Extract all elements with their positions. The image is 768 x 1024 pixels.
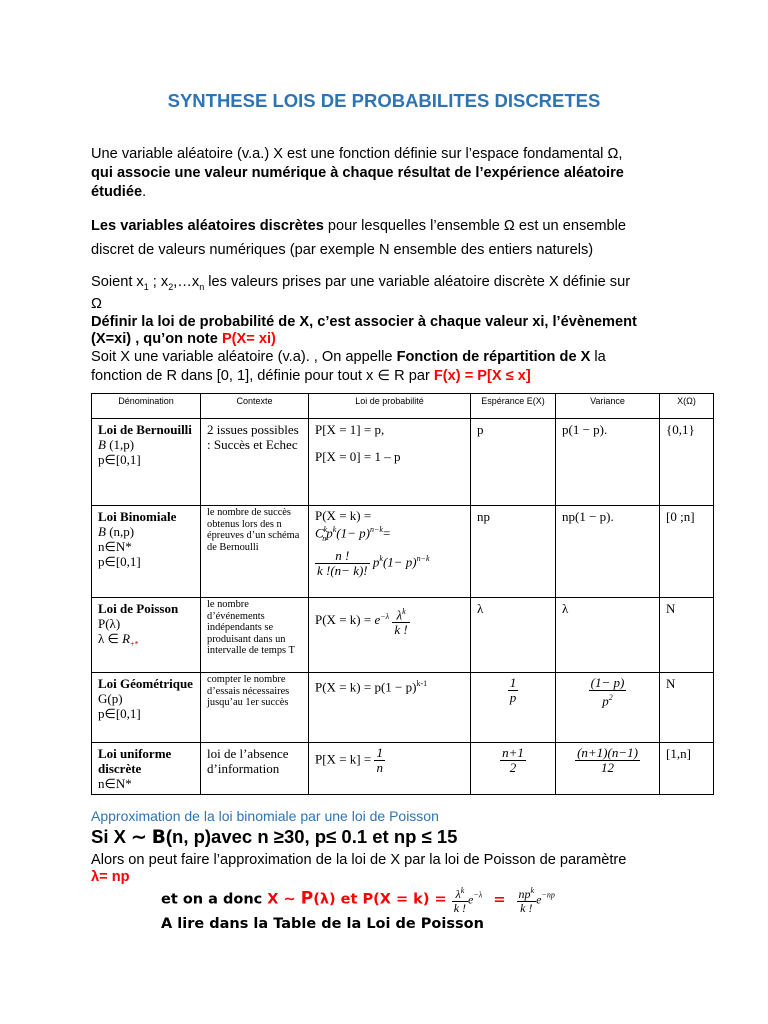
fraction-numerator: n+1 <box>502 745 524 760</box>
law-formula-1: P(X = k) = <box>315 508 372 523</box>
probability-laws-table <box>91 393 714 795</box>
cell-variance <box>556 673 660 743</box>
soient-text-a: Soient x <box>91 274 144 290</box>
law-e-sup: −λ <box>380 611 390 621</box>
condition-text-c: (n, p)avec n ≥30, p≤ 0.1 et np ≤ 15 <box>165 826 458 847</box>
table-row <box>92 419 714 506</box>
definition-red: P(X= xi) <box>221 331 276 348</box>
binomial-fraction <box>315 549 370 578</box>
law-domain: λ ∈ <box>98 631 123 646</box>
formula-red-3: (λ) et P(X = k) = <box>313 891 447 908</box>
law-domain-r: R <box>122 631 131 646</box>
fraction-numerator-sup: k <box>402 607 406 616</box>
intro-line-3: étudiée <box>91 184 143 200</box>
law-formula-2: P[X = 0] = 1 – p <box>315 449 401 464</box>
cell-law <box>309 673 471 743</box>
fraction-denominator: 12 <box>601 760 614 775</box>
law-name: Loi uniforme discrète <box>98 746 172 776</box>
condition-text-a: Si X ∼ <box>91 826 152 847</box>
poisson-approx-fraction-1 <box>452 884 468 915</box>
intro-line-1: Une variable aléatoire (v.a.) X est une fonction définie sur l’espace fondamental Ω, <box>91 146 623 162</box>
header-denomination: Dénomination <box>92 394 201 419</box>
law-domain: p∈[0,1] <box>98 706 141 721</box>
table-header-row <box>92 394 714 419</box>
soient-text-c: ,…x <box>173 274 200 290</box>
fraction-numerator: (n+1)(n−1) <box>577 745 638 760</box>
formula-intro: et on a donc <box>161 891 268 908</box>
repartition-bold: Fonction de répartition de X <box>396 348 591 365</box>
cell-denomination <box>92 673 201 743</box>
law-mid: (1− p) <box>336 525 370 541</box>
header-omega: X(Ω) <box>660 394 714 419</box>
cell-esperance: np <box>471 506 556 598</box>
soient-sub-n: n <box>199 281 205 292</box>
comb-sub: n <box>322 533 327 543</box>
law-p-sup: k <box>379 554 383 564</box>
cell-esperance <box>471 743 556 795</box>
law-mid-sup: n−k <box>416 554 430 564</box>
law-eq: = <box>382 525 391 541</box>
fraction-denominator: k ! <box>520 901 533 915</box>
fraction-numerator-sup: k <box>460 886 465 895</box>
law-formula-2 <box>315 523 464 546</box>
lambda-equals-np: λ= np <box>91 869 130 885</box>
cell-omega: [0 ;n] <box>660 506 714 598</box>
cell-denomination <box>92 506 201 598</box>
formula-e-sup: −λ <box>473 890 483 900</box>
approximation-paragraph <box>91 851 691 885</box>
fraction-denominator: p <box>602 693 609 709</box>
fraction-numerator: np <box>518 887 531 901</box>
law-name: Loi de Poisson <box>98 601 179 616</box>
variance-fraction <box>589 676 627 708</box>
table-row <box>92 506 714 598</box>
page-title: SYNTHESE LOIS DE PROBABILITES DISCRETES <box>167 90 601 111</box>
repartition-line-2: fonction de R dans [0, 1], définie pour tout x ∈ R par <box>91 368 434 385</box>
cell-variance: λ <box>556 598 660 673</box>
cell-law <box>309 506 471 598</box>
fraction-denominator: 2 <box>509 760 517 775</box>
law-formula: P[X = k] = <box>315 751 375 767</box>
law-domain: n∈N* <box>98 539 132 554</box>
cell-context: le nombre d’événements indépendants se produisant dans un intervalle de temps T <box>201 598 309 673</box>
fraction-numerator: (1− p) <box>590 675 625 690</box>
comb-sup: k <box>323 525 328 534</box>
fraction-denominator: p <box>509 690 517 705</box>
law-param: (n,p) <box>105 524 135 539</box>
fraction-numerator: n ! <box>315 549 370 564</box>
formula-equals: = <box>493 891 506 908</box>
law-mid: (1− p) <box>382 554 417 570</box>
header-loi: Loi de probabilité <box>309 394 471 419</box>
cell-law <box>309 419 471 506</box>
law-name: Loi Binomiale <box>98 509 177 524</box>
intro-paragraph <box>91 145 691 202</box>
fraction-denominator: k !(n− k)! <box>317 562 368 578</box>
repartition-text-b: la <box>590 348 606 365</box>
poisson-fraction <box>392 605 409 637</box>
uniform-fraction <box>374 746 385 775</box>
esperance-fraction <box>508 676 519 705</box>
variance-fraction <box>575 746 640 775</box>
soient-text-d: les valeurs prises par une variable aléatoire discrète X définie sur <box>204 274 631 290</box>
fraction-numerator: 1 <box>509 675 517 690</box>
formula-red-1: X ∼ <box>267 891 301 908</box>
law-formula-sup: k-1 <box>416 679 428 688</box>
soient-sub-1: 1 <box>143 281 149 292</box>
table-row <box>92 743 714 795</box>
fraction-denominator: n <box>376 760 383 775</box>
fraction-numerator: 1 <box>376 745 383 760</box>
discrete-bold: Les variables aléatoires discrètes <box>91 218 324 234</box>
law-formula: P(X = k) = p(1 − p) <box>315 679 417 695</box>
repartition-red: F(x) = P[X ≤ x] <box>433 368 531 385</box>
law-name: Loi de Bernouilli <box>98 422 192 437</box>
cell-omega: [1,n] <box>660 743 714 795</box>
cell-denomination <box>92 598 201 673</box>
cell-variance: p(1 − p). <box>556 419 660 506</box>
poisson-approx-fraction-2 <box>517 884 537 915</box>
definition-bold-1: Définir la loi de probabilité de X, c’est associer à chaque valeur xi, l’évènement <box>91 313 637 330</box>
fraction-numerator: λ <box>396 607 403 623</box>
intro-line-2: qui associe une valeur numérique à chaque résultat de l’expérience aléatoire <box>91 165 624 181</box>
law-formula-3 <box>315 549 464 578</box>
fraction-denominator: k ! <box>453 901 467 915</box>
law-domain: p∈[0,1] <box>98 554 141 569</box>
law-e: e <box>374 612 381 628</box>
approximation-heading: Approximation de la loi binomiale par une loi de Poisson <box>91 808 439 824</box>
intro-line-3-end: . <box>142 184 147 200</box>
header-variance: Variance <box>556 394 660 419</box>
formula-red-p: P <box>300 888 314 909</box>
cell-esperance: λ <box>471 598 556 673</box>
law-param: P(λ) <box>98 616 121 631</box>
approximation-formula <box>161 884 555 915</box>
law-p-sup: k <box>332 525 337 534</box>
law-p: p <box>372 554 380 570</box>
fraction-numerator-sup: k <box>530 886 535 895</box>
cell-context: loi de l’absence d’information <box>201 743 309 795</box>
soient-omega: Ω <box>91 296 102 313</box>
cell-context: 2 issues possibles : Succès et Echec <box>201 419 309 506</box>
discrete-line-2: discret de valeurs numériques (par exemple N ensemble des entiers naturels) <box>91 242 594 258</box>
law-notation: B <box>98 524 106 539</box>
law-p: p <box>326 525 333 541</box>
approximation-condition <box>91 826 457 848</box>
law-notation: B <box>98 437 106 452</box>
law-name: Loi Géométrique <box>98 676 193 691</box>
law-param: (1,p) <box>105 437 135 452</box>
formula-e: e <box>468 892 474 907</box>
cell-omega: N <box>660 598 714 673</box>
fraction-numerator: λ <box>455 887 461 901</box>
cell-variance <box>556 743 660 795</box>
esperance-fraction <box>500 746 526 775</box>
cell-esperance <box>471 673 556 743</box>
cell-omega: N <box>660 673 714 743</box>
definition-paragraph <box>91 274 691 386</box>
definition-bold-2: (X=xi) , qu’on note <box>91 331 222 348</box>
condition-b: B <box>151 827 166 848</box>
discrete-paragraph <box>91 214 691 262</box>
soient-text-b: ; x <box>148 274 169 290</box>
cell-law <box>309 598 471 673</box>
law-domain-sub: +* <box>130 639 139 649</box>
repartition-text-a: Soit X une variable aléatoire (v.a). , On appelle <box>91 348 397 365</box>
soient-sub-2: 2 <box>168 281 174 292</box>
table-row <box>92 598 714 673</box>
cell-denomination <box>92 743 201 795</box>
law-formula: P(X = k) = <box>315 612 375 628</box>
cell-context: compter le nombre d’essais nécessaires jusqu’au 1er succès <box>201 673 309 743</box>
soient-line <box>91 274 691 296</box>
law-domain: p∈[0,1] <box>98 452 141 467</box>
cell-variance: np(1 − p). <box>556 506 660 598</box>
cell-context: le nombre de succès obtenus lors des n épreuves d’un schéma de Bernoulli <box>201 506 309 598</box>
cell-esperance: p <box>471 419 556 506</box>
comb-c: C <box>315 525 324 541</box>
table-row <box>92 673 714 743</box>
law-domain: n∈N* <box>98 776 132 791</box>
formula-e-sup: −np <box>541 890 555 900</box>
cell-omega: {0,1} <box>660 419 714 506</box>
cell-denomination <box>92 419 201 506</box>
header-contexte: Contexte <box>201 394 309 419</box>
header-esperance: Espérance E(X) <box>471 394 556 419</box>
law-param: G(p) <box>98 691 123 706</box>
cell-law <box>309 743 471 795</box>
approximation-text: Alors on peut faire l’approximation de la loi de X par la loi de Poisson de paramètre <box>91 852 627 868</box>
fraction-denominator: k ! <box>394 622 408 638</box>
discrete-rest: pour lesquelles l’ensemble Ω est un ensemble <box>323 218 626 234</box>
fraction-denominator-sup: 2 <box>608 693 613 702</box>
law-formula-1: P[X = 1] = p, <box>315 422 385 437</box>
poisson-table-note: A lire dans la Table de la Loi de Poisson <box>161 916 484 932</box>
law-mid-sup: n−k <box>369 525 383 534</box>
formula-e: e <box>536 892 542 907</box>
